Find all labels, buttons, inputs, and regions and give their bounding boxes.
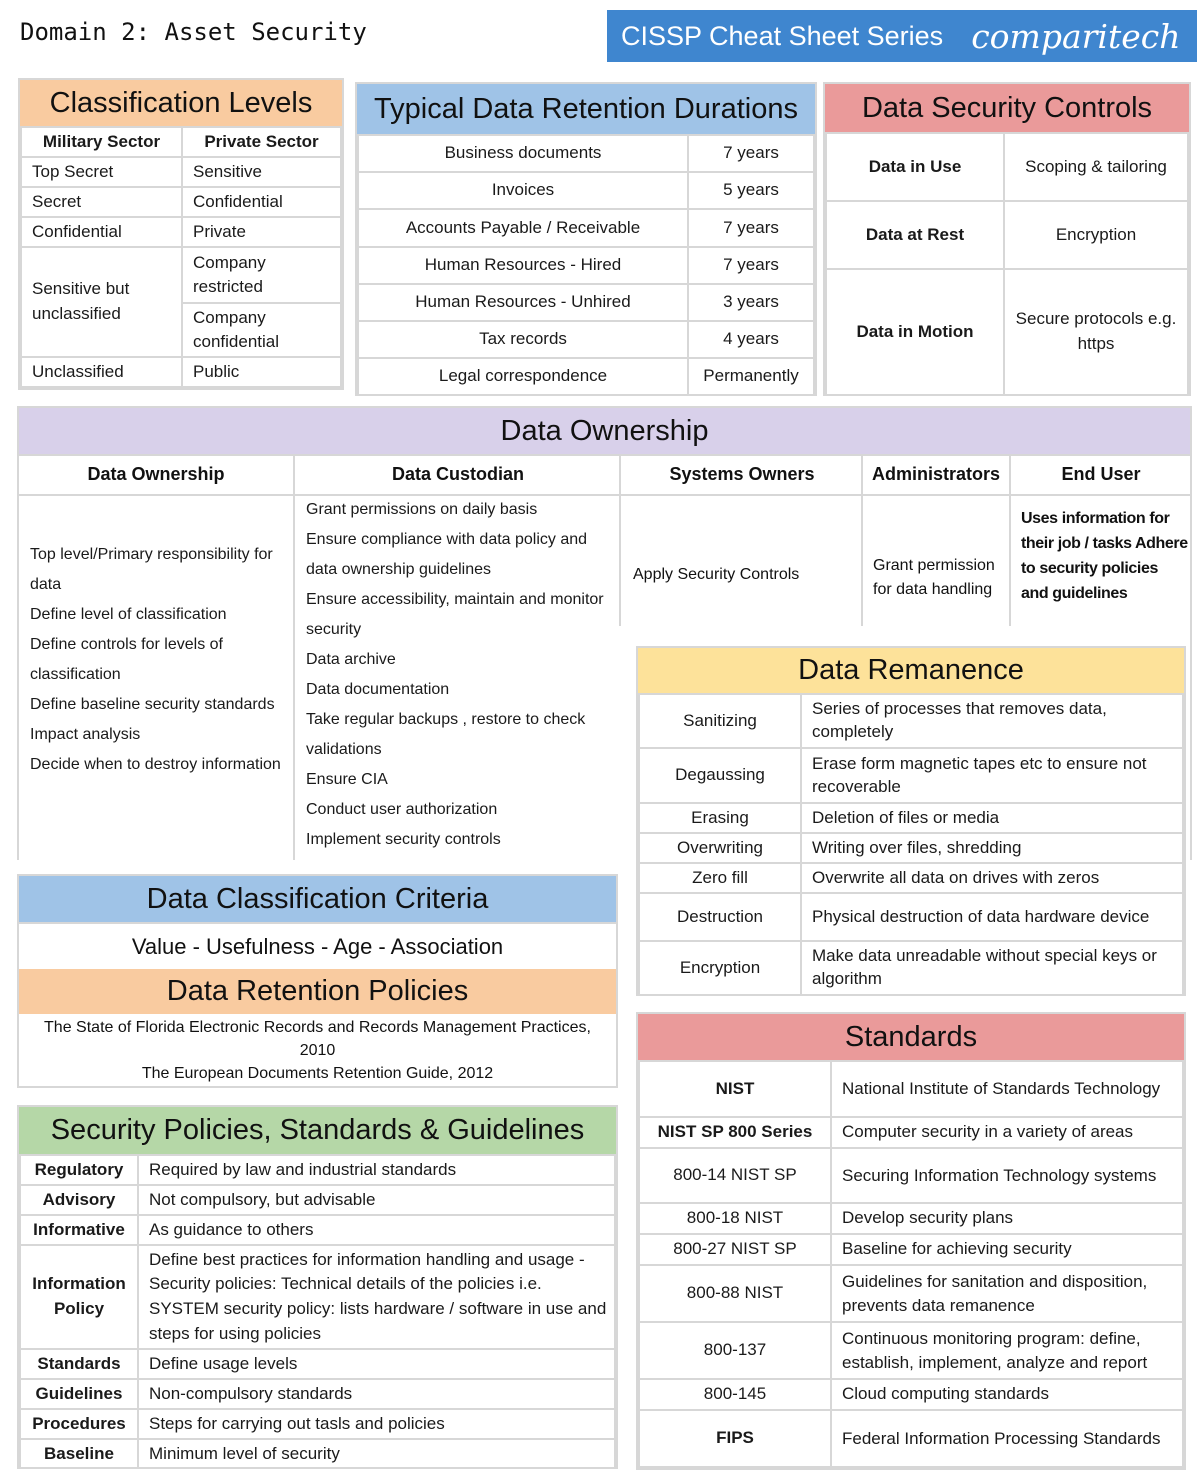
standard-name: FIPS bbox=[639, 1410, 831, 1467]
domain-title: Domain 2: Asset Security bbox=[20, 18, 367, 46]
table-row bbox=[21, 217, 341, 247]
record-type: Accounts Payable / Receivable bbox=[358, 209, 688, 247]
standard-name: NIST bbox=[639, 1061, 831, 1117]
data-state: Data in Motion bbox=[826, 269, 1004, 395]
table-row bbox=[639, 833, 1183, 863]
security-controls-panel bbox=[823, 82, 1191, 396]
table-row bbox=[358, 209, 814, 247]
standard-description: Guidelines for sanitation and disposition, prevents data remanence bbox=[831, 1265, 1183, 1322]
table-row bbox=[21, 247, 341, 303]
policy-description: Required by law and industrial standards bbox=[138, 1155, 615, 1185]
retention-duration: 3 years bbox=[688, 284, 814, 321]
standard-name: 800-27 NIST SP bbox=[639, 1234, 831, 1265]
standards-panel bbox=[636, 1012, 1186, 1470]
standard-name: NIST SP 800 Series bbox=[639, 1117, 831, 1148]
brand-logo: comparitech bbox=[971, 16, 1181, 56]
table-row bbox=[20, 1245, 615, 1349]
policy-description: Not compulsory, but advisable bbox=[138, 1185, 615, 1215]
retention-policy-european: The European Documents Retention Guide, 2012 bbox=[141, 1065, 494, 1082]
table-row bbox=[20, 1185, 615, 1215]
col-administrators: Administrators bbox=[871, 464, 1001, 484]
classification-criteria-text: Value - Usefulness - Age - Association bbox=[19, 922, 616, 969]
end-user-role: Uses information for their job / tasks Adhere to security policies and guidelines bbox=[1021, 510, 1188, 602]
classification-criteria-panel bbox=[17, 874, 618, 1088]
retention-duration: 7 years bbox=[688, 209, 814, 247]
list-item: Define level of classification bbox=[30, 606, 227, 623]
systems-owner-role: Apply Security Controls bbox=[633, 566, 800, 583]
table-row bbox=[639, 1322, 1183, 1379]
record-type: Business documents bbox=[358, 135, 688, 172]
list-item: Ensure CIA bbox=[306, 771, 388, 788]
col-data-custodian: Data Custodian bbox=[391, 464, 524, 484]
classification-criteria-title: Data Classification Criteria bbox=[19, 876, 616, 922]
military-level: Sensitive but unclassified bbox=[21, 247, 182, 357]
retention-policies-text bbox=[19, 1014, 616, 1085]
ownership-column-headers bbox=[19, 454, 1192, 496]
table-row bbox=[358, 172, 814, 209]
table-row bbox=[639, 1117, 1183, 1148]
policy-description: Minimum level of security bbox=[138, 1439, 615, 1469]
standard-description: Continuous monitoring program: define, establish, implement, analyze and report bbox=[831, 1322, 1183, 1379]
military-level: Secret bbox=[21, 187, 182, 217]
table-row bbox=[20, 1349, 615, 1379]
policy-term: Information Policy bbox=[20, 1245, 138, 1349]
retention-durations-panel bbox=[355, 82, 817, 396]
record-type: Tax records bbox=[358, 321, 688, 358]
table-row bbox=[639, 1265, 1183, 1322]
retention-duration: 4 years bbox=[688, 321, 814, 358]
list-item: Define controls for levels of classification bbox=[30, 636, 223, 683]
col-systems-owners: Systems Owners bbox=[669, 464, 815, 484]
remanence-description: Make data unreadable without special keys or algorithm bbox=[801, 941, 1183, 995]
retention-durations-title: Typical Data Retention Durations bbox=[357, 84, 815, 134]
remanence-method: Overwriting bbox=[639, 833, 801, 863]
private-level: Public bbox=[182, 357, 341, 387]
standard-description: Cloud computing standards bbox=[831, 1379, 1183, 1410]
retention-policies-title: Data Retention Policies bbox=[19, 969, 616, 1014]
security-controls-title: Data Security Controls bbox=[825, 84, 1189, 132]
remanence-method: Destruction bbox=[639, 893, 801, 941]
table-row bbox=[20, 1155, 615, 1185]
policy-description: Define usage levels bbox=[138, 1349, 615, 1379]
table-row bbox=[639, 893, 1183, 941]
security-control: Encryption bbox=[1004, 201, 1188, 269]
standards-title: Standards bbox=[638, 1014, 1184, 1060]
military-level: Top Secret bbox=[21, 157, 182, 187]
table-row bbox=[826, 201, 1188, 269]
col-military: Military Sector bbox=[21, 127, 182, 157]
data-custodian-responsibilities bbox=[306, 495, 614, 855]
col-data-ownership: Data Ownership bbox=[87, 464, 225, 484]
data-remanence-title: Data Remanence bbox=[638, 648, 1184, 693]
policy-description: Define best practices for information handling and usage -Security policies: Technical details of the policies i.e. SYSTEM security policy: lists hardware / software in use and steps for using policies bbox=[138, 1245, 615, 1349]
standard-description: Securing Information Technology systems bbox=[831, 1148, 1183, 1203]
policies-panel bbox=[17, 1105, 618, 1469]
retention-durations-table bbox=[357, 134, 815, 396]
table-row bbox=[639, 694, 1183, 748]
private-level: Company confidential bbox=[182, 303, 341, 357]
policy-description: Steps for carrying out tasls and policies bbox=[138, 1409, 615, 1439]
list-item: Take regular backups , restore to check validations bbox=[306, 711, 586, 758]
list-item: Ensure accessibility, maintain and monitor security bbox=[306, 591, 604, 638]
table-row bbox=[639, 1148, 1183, 1203]
policy-term: Regulatory bbox=[20, 1155, 138, 1185]
table-row bbox=[826, 269, 1188, 395]
standard-name: 800-14 NIST SP bbox=[639, 1148, 831, 1203]
policy-description: As guidance to others bbox=[138, 1215, 615, 1245]
policy-term: Procedures bbox=[20, 1409, 138, 1439]
table-row bbox=[358, 284, 814, 321]
table-row bbox=[21, 157, 341, 187]
policies-table bbox=[19, 1154, 616, 1469]
data-ownership-title: Data Ownership bbox=[19, 408, 1190, 454]
retention-policy-florida: The State of Florida Electronic Records and Records Management Practices, 2010 bbox=[44, 1019, 591, 1059]
policies-title: Security Policies, Standards & Guidelines bbox=[19, 1107, 616, 1154]
data-remanence-table bbox=[638, 693, 1184, 996]
list-item: Grant permissions on daily basis bbox=[306, 501, 538, 518]
standards-table bbox=[638, 1060, 1184, 1468]
table-row bbox=[358, 135, 814, 172]
administrators-role: Grant permission for data handling bbox=[873, 557, 995, 598]
table-row bbox=[639, 1379, 1183, 1410]
classification-levels-table bbox=[20, 126, 342, 388]
list-item: Ensure compliance with data policy and data ownership guidelines bbox=[306, 531, 588, 578]
table-row bbox=[358, 247, 814, 284]
policy-term: Baseline bbox=[20, 1439, 138, 1469]
record-type: Human Resources - Hired bbox=[358, 247, 688, 284]
list-item: Data archive bbox=[306, 651, 396, 668]
policy-term: Standards bbox=[20, 1349, 138, 1379]
table-row bbox=[20, 1409, 615, 1439]
table-row bbox=[639, 803, 1183, 833]
table-row bbox=[639, 941, 1183, 995]
list-item: Data documentation bbox=[306, 681, 450, 698]
classification-levels-panel bbox=[18, 78, 344, 390]
remanence-description: Erase form magnetic tapes etc to ensure not recoverable bbox=[801, 748, 1183, 803]
table-row bbox=[639, 748, 1183, 803]
remanence-method: Degaussing bbox=[639, 748, 801, 803]
policy-term: Advisory bbox=[20, 1185, 138, 1215]
remanence-description: Series of processes that removes data, completely bbox=[801, 694, 1183, 748]
series-banner bbox=[607, 10, 1197, 62]
policy-term: Informative bbox=[20, 1215, 138, 1245]
table-row bbox=[358, 321, 814, 358]
remanence-description: Writing over files, shredding bbox=[801, 833, 1183, 863]
table-row bbox=[639, 863, 1183, 893]
remanence-description: Deletion of files or media bbox=[801, 803, 1183, 833]
standard-description: Baseline for achieving security bbox=[831, 1234, 1183, 1265]
table-row bbox=[639, 1061, 1183, 1117]
remanence-method: Zero fill bbox=[639, 863, 801, 893]
list-item: Top level/Primary responsibility for data bbox=[30, 546, 273, 593]
remanence-description: Overwrite all data on drives with zeros bbox=[801, 863, 1183, 893]
private-level: Private bbox=[182, 217, 341, 247]
col-end-user: End User bbox=[1061, 464, 1141, 484]
standard-name: 800-145 bbox=[639, 1379, 831, 1410]
remanence-description: Physical destruction of data hardware device bbox=[801, 893, 1183, 941]
table-row bbox=[639, 1203, 1183, 1234]
remanence-method: Encryption bbox=[639, 941, 801, 995]
series-title: CISSP Cheat Sheet Series bbox=[621, 20, 944, 51]
retention-duration: Permanently bbox=[688, 358, 814, 395]
policy-description: Non-compulsory standards bbox=[138, 1379, 615, 1409]
list-item: Define baseline security standards bbox=[30, 696, 275, 713]
table-row bbox=[20, 1215, 615, 1245]
standard-name: 800-18 NIST bbox=[639, 1203, 831, 1234]
table-row bbox=[20, 1379, 615, 1409]
list-item: Impact analysis bbox=[30, 726, 141, 743]
list-item: Conduct user authorization bbox=[306, 801, 498, 818]
data-state: Data at Rest bbox=[826, 201, 1004, 269]
standard-description: National Institute of Standards Technology bbox=[831, 1061, 1183, 1117]
remanence-method: Erasing bbox=[639, 803, 801, 833]
private-level: Sensitive bbox=[182, 157, 341, 187]
remanence-method: Sanitizing bbox=[639, 694, 801, 748]
table-row bbox=[21, 187, 341, 217]
standard-description: Computer security in a variety of areas bbox=[831, 1117, 1183, 1148]
standard-description: Federal Information Processing Standards bbox=[831, 1410, 1183, 1467]
retention-duration: 7 years bbox=[688, 247, 814, 284]
security-control: Scoping & tailoring bbox=[1004, 133, 1188, 201]
security-control: Secure protocols e.g. https bbox=[1004, 269, 1188, 395]
data-remanence-panel bbox=[636, 646, 1186, 996]
table-row bbox=[639, 1410, 1183, 1467]
record-type: Legal correspondence bbox=[358, 358, 688, 395]
record-type: Human Resources - Unhired bbox=[358, 284, 688, 321]
policy-term: Guidelines bbox=[20, 1379, 138, 1409]
private-level: Company restricted bbox=[182, 247, 341, 303]
retention-duration: 7 years bbox=[688, 135, 814, 172]
data-state: Data in Use bbox=[826, 133, 1004, 201]
table-row bbox=[21, 357, 341, 387]
table-row bbox=[358, 358, 814, 395]
security-controls-table bbox=[825, 132, 1189, 396]
list-item: Implement security controls bbox=[306, 831, 501, 848]
standard-name: 800-88 NIST bbox=[639, 1265, 831, 1322]
table-row bbox=[826, 133, 1188, 201]
table-row bbox=[20, 1439, 615, 1469]
data-owner-responsibilities bbox=[30, 540, 292, 780]
list-item: Decide when to destroy information bbox=[30, 756, 281, 773]
standard-description: Develop security plans bbox=[831, 1203, 1183, 1234]
standard-name: 800-137 bbox=[639, 1322, 831, 1379]
classification-levels-title: Classification Levels bbox=[20, 80, 342, 126]
military-level: Unclassified bbox=[21, 357, 182, 387]
retention-duration: 5 years bbox=[688, 172, 814, 209]
private-level: Confidential bbox=[182, 187, 341, 217]
table-row bbox=[639, 1234, 1183, 1265]
record-type: Invoices bbox=[358, 172, 688, 209]
military-level: Confidential bbox=[21, 217, 182, 247]
col-private: Private Sector bbox=[182, 127, 341, 157]
